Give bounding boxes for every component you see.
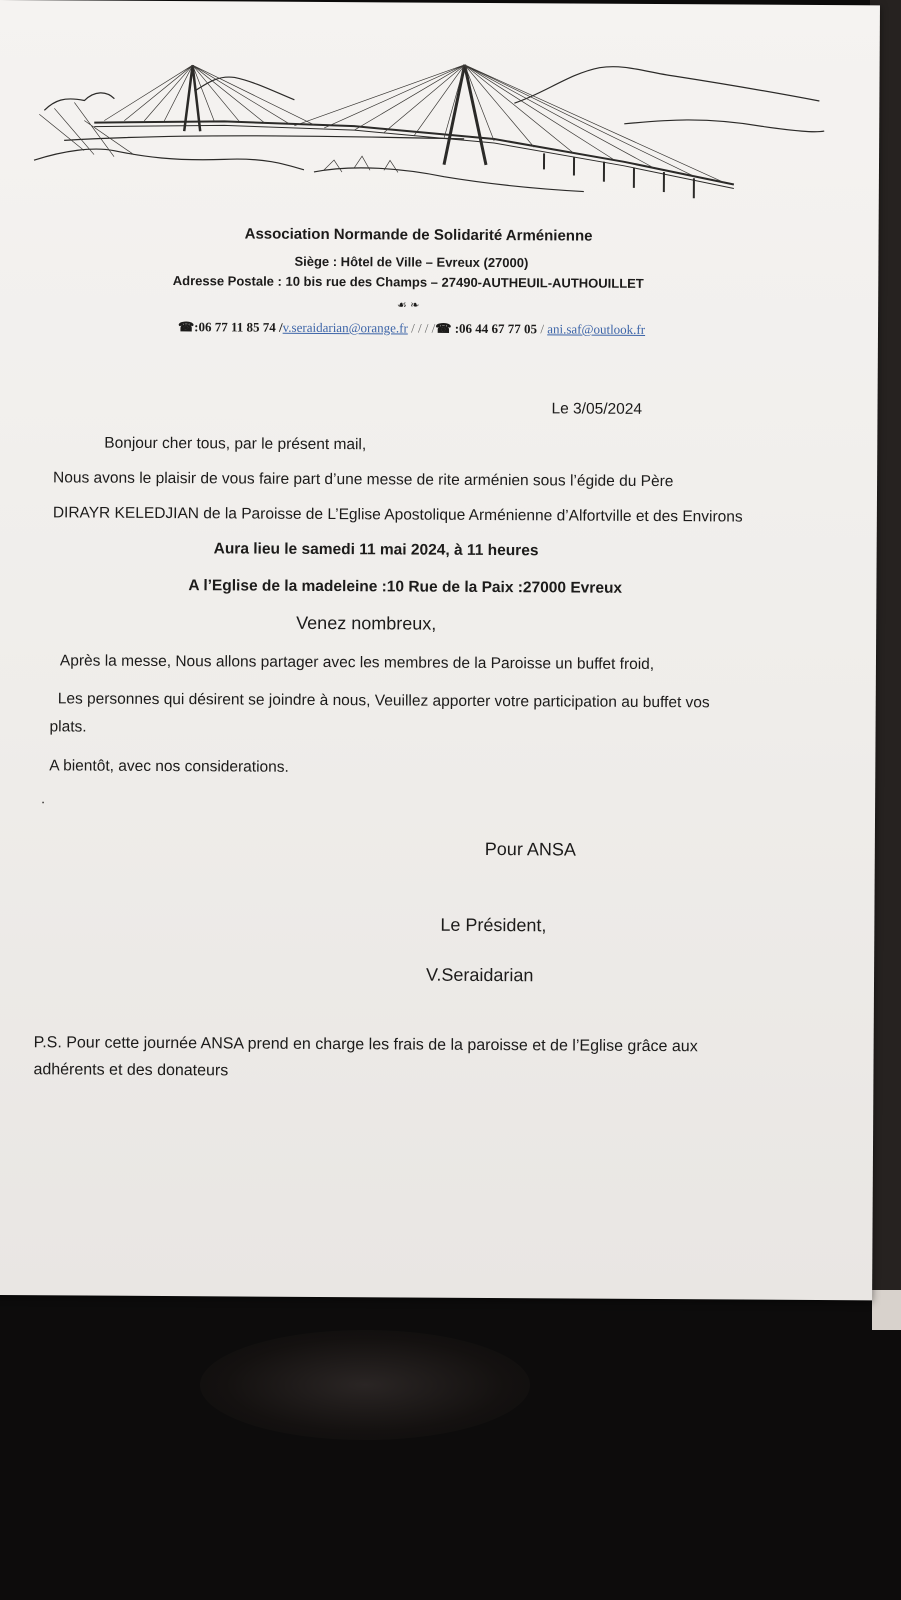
organization-name: Association Normande de Solidarité Arménienne xyxy=(244,225,593,245)
ornament-icon: ☙ ❧ xyxy=(396,298,420,312)
paragraph-line: plats. xyxy=(49,718,87,736)
letter-date: Le 3/05/2024 xyxy=(551,400,643,418)
seat-address: Siège : Hôtel de Ville – Evreux (27000) xyxy=(294,253,529,271)
greeting: Bonjour cher tous, par le présent mail, xyxy=(104,434,367,454)
invitation: Venez nombreux, xyxy=(296,612,437,634)
event-where: A l’Eglise de la madeleine :10 Rue de la Paix :27000 Evreux xyxy=(188,577,623,597)
closing: A bientôt, avec nos considerations. xyxy=(49,757,289,776)
paragraph-line: Les personnes qui désirent se joindre à nous, Veuillez apporter votre participation au buffet vos xyxy=(57,690,710,712)
background-paper-corner xyxy=(872,1290,901,1330)
signature-for: Pour ANSA xyxy=(484,838,576,860)
background-shadow xyxy=(200,1330,530,1440)
paragraph-line: Après la messe, Nous allons partager avec les membres de la Paroisse un buffet froid, xyxy=(59,652,655,674)
phone-2: ☎ :06 44 67 77 05 xyxy=(435,320,538,337)
bridge-illustration-icon xyxy=(24,50,845,205)
contact-slash: / xyxy=(537,321,548,337)
postscript-line: P.S. Pour cette journée ANSA prend en charge les frais de la paroisse et de l’Eglise grâce aux xyxy=(33,1034,698,1056)
stray-dot: . xyxy=(41,790,46,807)
event-when: Aura lieu le samedi 11 mai 2024, à 11 heures xyxy=(213,540,539,560)
postscript-line: adhérents et des donateurs xyxy=(33,1061,229,1080)
email-link-1[interactable]: v.seraidarian@orange.fr xyxy=(282,319,408,336)
contact-separator: / / / / xyxy=(407,320,436,336)
signature-title: Le Président, xyxy=(440,914,547,936)
phone-1: ☎:06 77 11 85 74 / xyxy=(177,319,283,335)
email-link-2[interactable]: ani.saf@outlook.fr xyxy=(547,321,646,337)
signature-name: V.Seraidarian xyxy=(425,964,534,986)
contact-line xyxy=(178,319,645,338)
postal-address: Adresse Postale : 10 bis rue des Champs – 27490-AUTHEUIL-AUTHOUILLET xyxy=(172,273,644,291)
paragraph-line: Nous avons le plaisir de vous faire part d’une messe de rite arménien sous l’égide du Père xyxy=(53,469,674,491)
paragraph-line: DIRAYR KELEDJIAN de la Paroisse de L’Eglise Apostolique Arménienne d’Alfortville et des Environs xyxy=(52,504,743,526)
